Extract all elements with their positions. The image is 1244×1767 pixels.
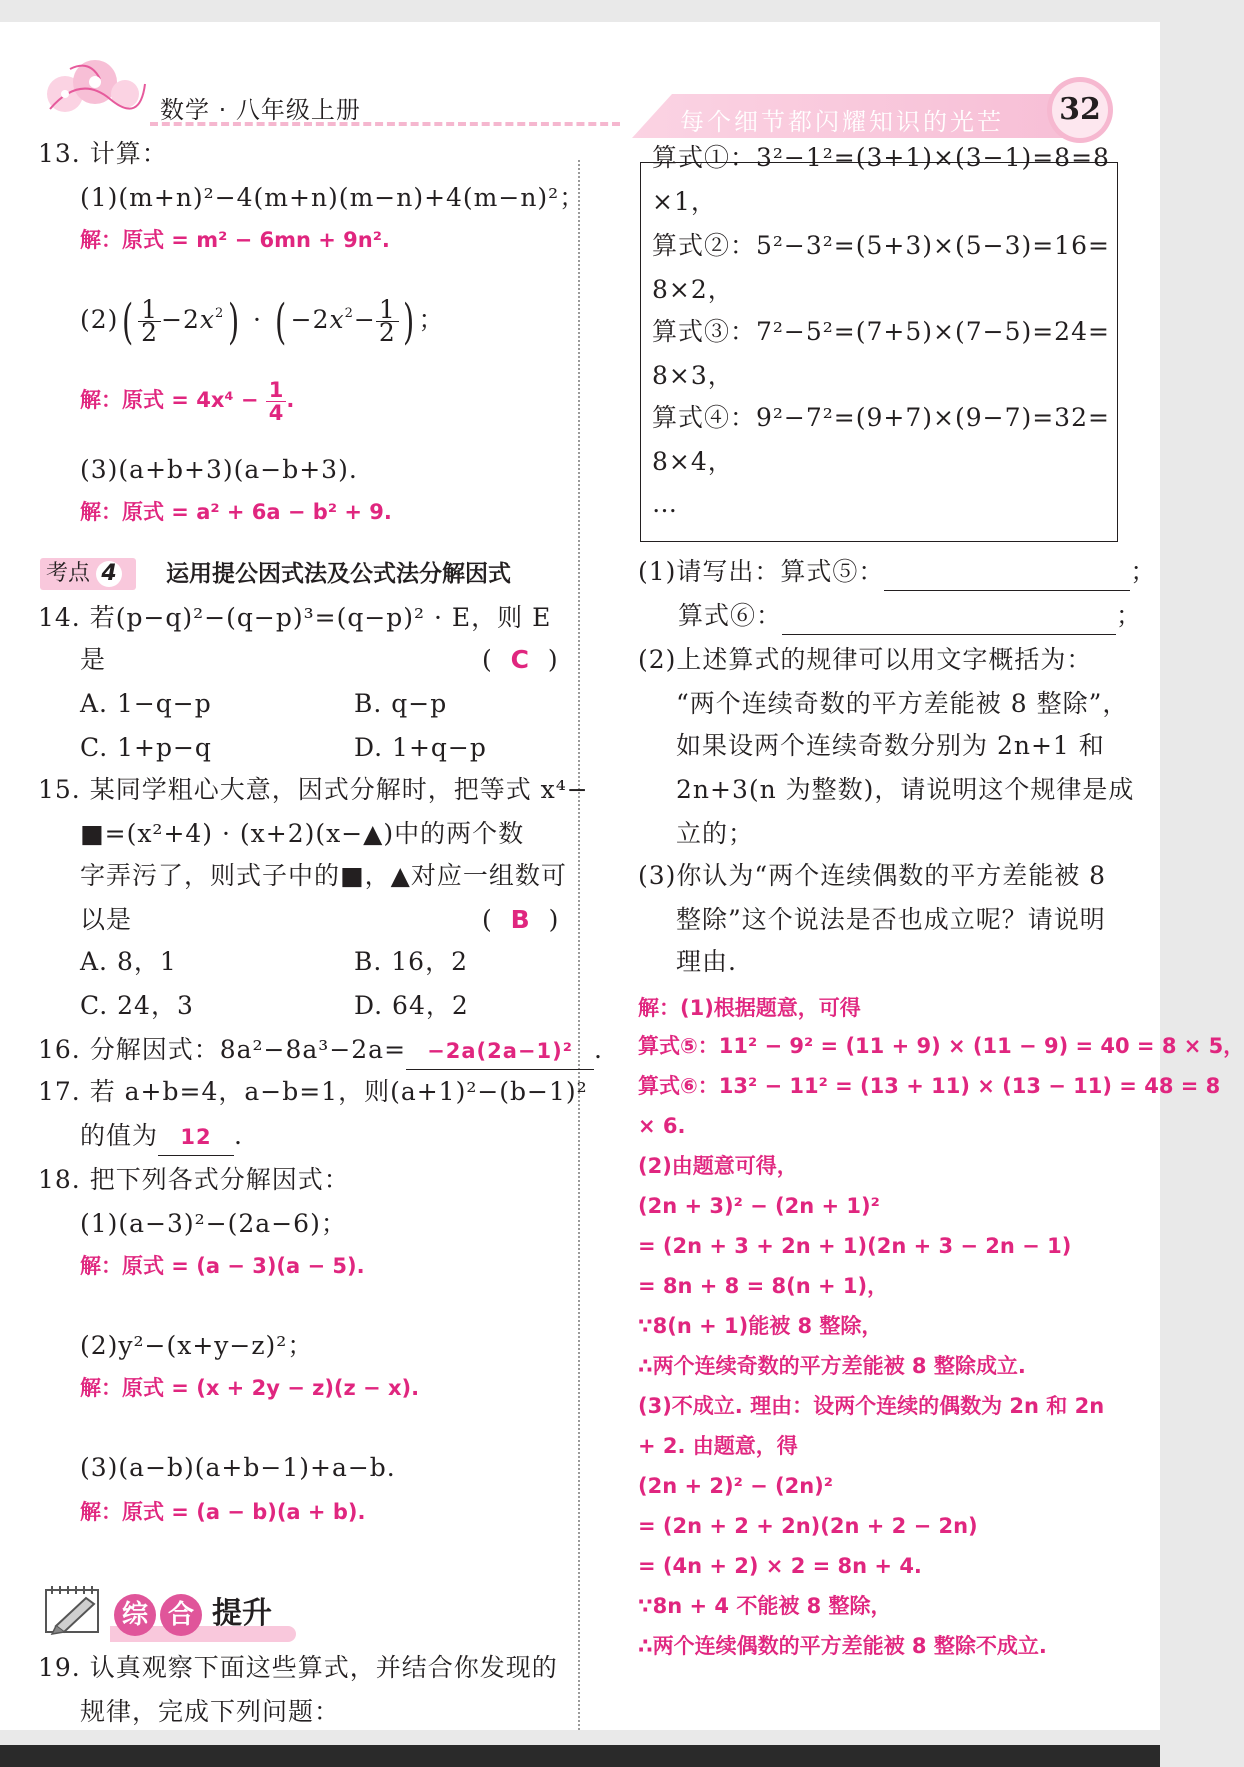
q17-line1: 17. 若 a+b=4，a−b=1，则(a+1)²−(b−1)² bbox=[38, 1077, 588, 1106]
q15-answer-paren: ( B ) bbox=[482, 905, 560, 934]
q19-part2-line3: 如果设两个连续奇数分别为 2n+1 和 bbox=[676, 731, 1105, 760]
q13-p2-frac2-den: 2 bbox=[378, 318, 396, 347]
q19-solution-line-12: + 2. 由题意，得 bbox=[638, 1434, 798, 1458]
q19-solution-line-11: (3)不成立. 理由：设两个连续的偶数为 2n 和 2n bbox=[638, 1394, 1105, 1418]
q18-part1: (1)(a−3)²−(2a−6)； bbox=[80, 1209, 347, 1238]
q17-line2: 的值为 12 . bbox=[80, 1118, 243, 1156]
q19-solution-line-5: (2)由题意可得， bbox=[638, 1154, 798, 1178]
q13-p2-ans-prefix: 解：原式 = 4x⁴ − bbox=[80, 388, 259, 412]
q14-option-c: C. 1+p−q bbox=[80, 733, 212, 762]
q18-part3-answer: 解：原式 = (a − b)(a + b). bbox=[80, 1500, 366, 1524]
q14-option-d: D. 1+q−p bbox=[354, 733, 487, 762]
slogan-text: 每个细节都闪耀知识的光芒 bbox=[680, 108, 1004, 136]
q13-p2-ans-den: 4 bbox=[268, 400, 284, 425]
kaodian-number: 4 bbox=[96, 561, 122, 587]
q15-line3: 字弄污了，则式子中的■，▲对应一组数可 bbox=[80, 861, 567, 890]
q19-solution-line-3: 算式⑥：13² − 11² = (13 + 11) × (13 − 11) = 48 = 8 bbox=[638, 1074, 1221, 1098]
q18-part1-answer: 解：原式 = (a − 3)(a − 5). bbox=[80, 1254, 365, 1278]
q19-solution-line-8: = 8n + 8 = 8(n + 1)， bbox=[638, 1274, 889, 1298]
q19-solution-line-16: ∵8n + 4 不能被 8 整除， bbox=[638, 1594, 892, 1618]
q18-part2-answer: 解：原式 = (x + 2y − z)(z − x). bbox=[80, 1376, 420, 1400]
box-line-8: 8×4， bbox=[652, 447, 734, 476]
q13-p2-frac2-num: 1 bbox=[376, 299, 399, 322]
q19-solution-line-1: 解：(1)根据题意，可得 bbox=[638, 996, 861, 1020]
kaodian-title: 运用提公因式法及公式法分解因式 bbox=[166, 561, 511, 587]
box-line-7: 算式④：9²−7²=(9+7)×(9−7)=32= bbox=[652, 403, 1110, 432]
q14-answer: C bbox=[510, 645, 531, 674]
zonghe-text: 提升 bbox=[212, 1596, 272, 1631]
header-dash-line bbox=[150, 122, 620, 126]
q13-p2-ans-num: 1 bbox=[266, 379, 287, 402]
q15-option-c: C. 24，3 bbox=[80, 991, 194, 1020]
q19-part1-line2 bbox=[678, 598, 1142, 635]
q14-stem-line1: 14. 若(p−q)²−(q−p)³=(q−p)² · E，则 E bbox=[38, 603, 552, 632]
q19-p1-label2: 算式⑥： bbox=[678, 601, 783, 630]
q19-solution-line-7: = (2n + 3 + 2n + 1)(2n + 3 − 2n − 1) bbox=[638, 1234, 1072, 1258]
q19-solution-line-4: × 6. bbox=[638, 1114, 686, 1138]
q13-stem: 13. 计算： bbox=[38, 139, 168, 168]
q18-stem: 18. 把下列各式分解因式： bbox=[38, 1165, 350, 1194]
q19-p1-end2: ； bbox=[1116, 601, 1143, 630]
q13-part2-answer: 解：原式 = 4x⁴ − $\frac{1}{4}$ . bbox=[80, 377, 295, 425]
q19-p1-label1: (1)请写出：算式⑤： bbox=[638, 557, 885, 586]
zonghe-char1: 综 bbox=[114, 1594, 156, 1636]
box-line-3: 算式②：5²−3²=(5+3)×(5−3)=16= bbox=[652, 231, 1110, 260]
q13-part1-answer: 解：原式 = m² − 6mn + 9n². bbox=[80, 228, 390, 252]
q13-part1: (1)(m+n)²−4(m+n)(m−n)+4(m−n)²； bbox=[80, 183, 586, 212]
q19-solution-line-6: (2n + 3)² − (2n + 1)² bbox=[638, 1194, 880, 1218]
q13-part2: (2)( $\frac{1}{2}$ $-2x^2$) · ( $-2x^2-$ $\frac{1}{2}$ ) ； bbox=[80, 293, 445, 350]
bottom-bar bbox=[0, 1745, 1160, 1767]
workbook-page bbox=[0, 22, 1244, 1730]
q19-part2-line2: “两个连续奇数的平方差能被 8 整除”， bbox=[676, 689, 1129, 718]
kaodian-label bbox=[46, 558, 122, 590]
q19-solution-line-17: ∴两个连续偶数的平方差能被 8 整除不成立. bbox=[638, 1634, 1047, 1658]
q15-line1: 15. 某同学粗心大意，因式分解时，把等式 x⁴− bbox=[38, 775, 589, 804]
q19-solution-line-15: = (4n + 2) × 2 = 8n + 4. bbox=[638, 1554, 922, 1578]
q15-option-b: B. 16，2 bbox=[354, 947, 468, 976]
q19-solution-line-14: = (2n + 2 + 2n)(2n + 2 − 2n) bbox=[638, 1514, 978, 1538]
q13-p2-frac1-den: 2 bbox=[141, 318, 159, 347]
q14-answer-paren: ( C ) bbox=[482, 645, 559, 674]
q19-line2: 规律，完成下列问题： bbox=[80, 1697, 341, 1726]
subject-title: 数学 · 八年级上册 bbox=[160, 96, 361, 124]
kaodian-label-text: 考点 bbox=[46, 561, 91, 586]
q14-stem-line2: 是 bbox=[80, 645, 107, 674]
q19-part3-line1: (3)你认为“两个连续偶数的平方差能被 8 bbox=[638, 861, 1107, 890]
column-divider bbox=[578, 160, 580, 1730]
q19-line1: 19. 认真观察下面这些算式，并结合你发现的 bbox=[38, 1653, 558, 1682]
q16: 16. 分解因式：8a²−8a³−2a= −2a(2a−1)² . bbox=[38, 1032, 603, 1070]
q16-answer: −2a(2a−1)² bbox=[427, 1039, 573, 1063]
box-line-1: 算式①：3²−1²=(3+1)×(3−1)=8=8 bbox=[652, 143, 1110, 172]
box-line-6: 8×3， bbox=[652, 361, 734, 390]
q14-option-a: A. 1−q−p bbox=[80, 689, 212, 718]
q15-answer: B bbox=[510, 905, 531, 934]
box-line-2: ×1， bbox=[652, 187, 717, 216]
box-line-9: … bbox=[652, 489, 678, 518]
q19-solution-line-9: ∵8(n + 1)能被 8 整除， bbox=[638, 1314, 883, 1338]
q15-line2: ■=(x²+4) · (x+2)(x−▲)中的两个数 bbox=[80, 819, 525, 848]
q19-part3-line2: 整除”这个说法是否也成立呢？请说明 bbox=[676, 905, 1106, 934]
q19-part2-line4: 2n+3(n 为整数)，请说明这个规律是成 bbox=[676, 775, 1135, 804]
q13-part3: (3)(a+b+3)(a−b+3). bbox=[80, 455, 358, 484]
q18-part3: (3)(a−b)(a+b−1)+a−b. bbox=[80, 1453, 396, 1482]
q19-part2-line1: (2)上述算式的规律可以用文字概括为： bbox=[638, 645, 1093, 674]
q13-part3-answer: 解：原式 = a² + 6a − b² + 9. bbox=[80, 500, 392, 524]
q19-part2-line5: 立的； bbox=[676, 819, 755, 848]
q19-solution-line-13: (2n + 2)² − (2n)² bbox=[638, 1474, 833, 1498]
q19-part3-line3: 理由. bbox=[676, 947, 737, 976]
q19-p1-end1: ； bbox=[1130, 557, 1157, 586]
notebook-pencil-icon bbox=[42, 1582, 106, 1636]
q19-solution-line-10: ∴两个连续奇数的平方差能被 8 整除成立. bbox=[638, 1354, 1026, 1378]
q15-option-a: A. 8，1 bbox=[80, 947, 177, 976]
q14-option-b: B. q−p bbox=[354, 689, 448, 718]
q19-part1-line1 bbox=[638, 554, 1156, 591]
q19-solution-line-2: 算式⑤：11² − 9² = (11 + 9) × (11 − 9) = 40 = 8 × 5， bbox=[638, 1034, 1244, 1058]
page-number: 32 bbox=[1052, 82, 1108, 138]
zonghe-char2: 合 bbox=[160, 1594, 202, 1636]
box-line-4: 8×2， bbox=[652, 275, 734, 304]
q13-part2-label: (2) bbox=[80, 305, 119, 334]
q18-part2: (2)y²−(x+y−z)²； bbox=[80, 1331, 314, 1360]
q15-option-d: D. 64，2 bbox=[354, 991, 469, 1020]
flower-ornament-icon bbox=[40, 54, 150, 124]
q17-line2-prefix: 的值为 bbox=[80, 1121, 159, 1150]
q15-line4: 以是 bbox=[80, 905, 133, 934]
q13-p2-frac1-num: 1 bbox=[138, 299, 161, 322]
q17-answer: 12 bbox=[180, 1125, 212, 1149]
box-line-5: 算式③：7²−5²=(7+5)×(7−5)=24= bbox=[652, 317, 1110, 346]
q16-stem: 16. 分解因式：8a²−8a³−2a= bbox=[38, 1035, 407, 1064]
